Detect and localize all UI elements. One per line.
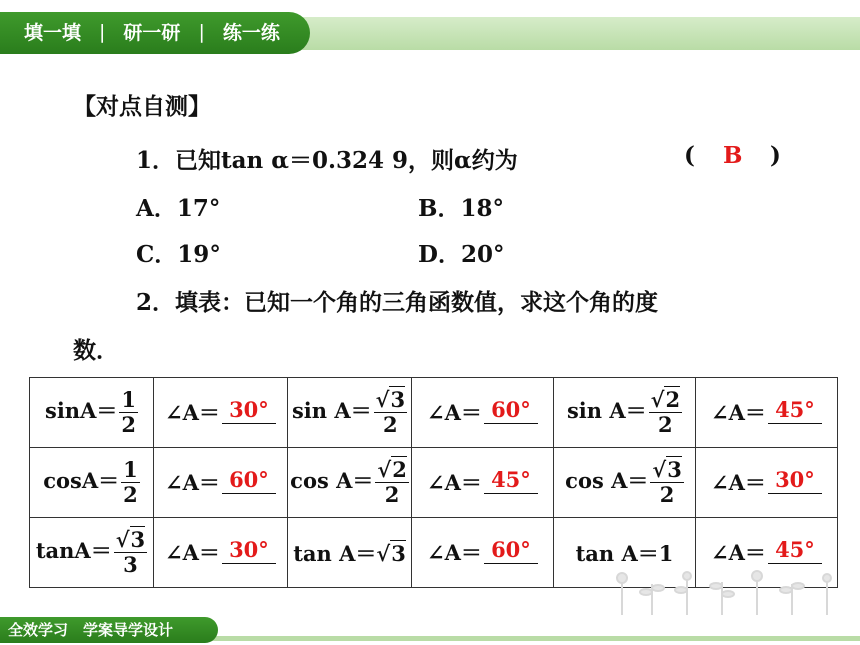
option-a: A．17°	[136, 195, 221, 222]
radicand: 3	[667, 457, 682, 482]
fraction	[121, 458, 140, 507]
angle-label: ∠A＝	[427, 400, 482, 425]
function-label: cos A＝	[565, 468, 649, 493]
table-cell	[154, 378, 288, 448]
table-cell	[554, 378, 696, 448]
fraction-denominator: 2	[659, 482, 675, 507]
radicand: 3	[390, 387, 406, 412]
table-cell	[696, 448, 838, 518]
fraction	[114, 528, 147, 577]
footer-strip	[210, 636, 860, 641]
function-label: tan A＝	[293, 540, 377, 566]
angle-label: ∠A＝	[165, 540, 220, 565]
radical: √3	[376, 540, 406, 566]
fraction	[374, 388, 407, 437]
table-cell	[154, 448, 288, 518]
tab-separator: |	[198, 20, 205, 43]
angle-label: ∠A＝	[711, 540, 766, 565]
fraction-denominator: 2	[121, 412, 136, 437]
option-b: B．18°	[418, 195, 504, 222]
question-2-line-1: 2．填表：已知一个角的三角函数值，求这个角的度	[136, 289, 659, 316]
answer-blank: 60°	[484, 397, 538, 424]
function-label: tan A＝1	[575, 540, 674, 566]
table-row	[30, 448, 838, 518]
radicand: 3	[391, 540, 406, 566]
table-cell	[696, 378, 838, 448]
angle-label: ∠A＝	[165, 470, 220, 495]
table-cell	[288, 518, 412, 588]
answer-blank: 60°	[222, 467, 276, 494]
table-row	[30, 378, 838, 448]
table-cell	[412, 518, 554, 588]
table-cell	[30, 518, 154, 588]
fraction	[375, 458, 408, 507]
angle-label: ∠A＝	[165, 400, 220, 425]
table-cell	[30, 378, 154, 448]
question-1-paren-open: (	[684, 142, 695, 169]
angle-label: ∠A＝	[427, 540, 482, 565]
angle-label: ∠A＝	[711, 400, 766, 425]
table-cell	[554, 448, 696, 518]
function-label: cos A＝	[290, 468, 374, 493]
function-label: cosA＝	[43, 468, 120, 493]
fraction-numerator: √3	[115, 527, 146, 552]
fraction-numerator: √2	[377, 457, 407, 482]
top-nav-bar	[0, 0, 860, 62]
radicand: 2	[665, 387, 681, 412]
fraction-numerator: √3	[652, 457, 682, 482]
answer-blank: 60°	[484, 537, 538, 564]
tab-fill[interactable]: 填一填	[24, 22, 82, 44]
fraction-denominator: 3	[123, 552, 138, 577]
section-title: 【对点自测】	[73, 93, 211, 120]
footer-bar	[0, 617, 860, 645]
fraction	[650, 458, 683, 507]
function-label: sin A＝	[291, 398, 372, 423]
fraction-numerator: 1	[123, 457, 138, 482]
fraction-numerator: 1	[121, 387, 136, 412]
function-label: tanA＝	[35, 538, 112, 563]
fraction-numerator: √2	[650, 387, 681, 412]
table-cell	[288, 448, 412, 518]
footer-label: 全效学习 学案导学设计	[0, 617, 218, 643]
radicand: 2	[392, 457, 407, 482]
table-cell	[30, 448, 154, 518]
option-d: D．20°	[418, 241, 505, 268]
angle-label: ∠A＝	[427, 470, 482, 495]
answer-blank: 45°	[768, 397, 822, 424]
table-cell	[288, 378, 412, 448]
question-1-answer: B	[723, 142, 743, 169]
top-nav-tabs	[0, 12, 310, 54]
fraction-numerator: √3	[375, 387, 406, 412]
fraction-denominator: 2	[658, 412, 673, 437]
function-label: sinA＝	[45, 398, 118, 423]
answer-blank: 45°	[768, 537, 822, 564]
question-1-text: 1．已知tan α＝0.324 9，则α约为	[136, 147, 518, 174]
top-nav-strip	[300, 17, 860, 50]
radicand: 3	[130, 527, 146, 552]
angle-label: ∠A＝	[711, 470, 766, 495]
table-cell	[412, 378, 554, 448]
question-1-paren-close: )	[770, 142, 781, 169]
option-c: C．19°	[136, 241, 221, 268]
plant-decoration-icon	[612, 570, 852, 615]
trig-values-table	[29, 377, 838, 588]
function-label: sin A＝	[566, 398, 647, 423]
tab-separator: |	[99, 20, 106, 43]
tab-practice[interactable]: 练一练	[222, 22, 280, 44]
fraction	[119, 388, 138, 437]
answer-blank: 30°	[222, 537, 276, 564]
fraction	[649, 388, 682, 437]
table-cell	[154, 518, 288, 588]
fraction-denominator: 2	[383, 412, 398, 437]
answer-blank: 45°	[484, 467, 538, 494]
tab-study[interactable]: 研一研	[123, 22, 181, 44]
answer-blank: 30°	[768, 467, 822, 494]
fraction-denominator: 2	[123, 482, 138, 507]
fraction-denominator: 2	[384, 482, 400, 507]
question-2-line-2: 数．	[73, 337, 119, 364]
answer-blank: 30°	[222, 397, 276, 424]
table-cell	[412, 448, 554, 518]
